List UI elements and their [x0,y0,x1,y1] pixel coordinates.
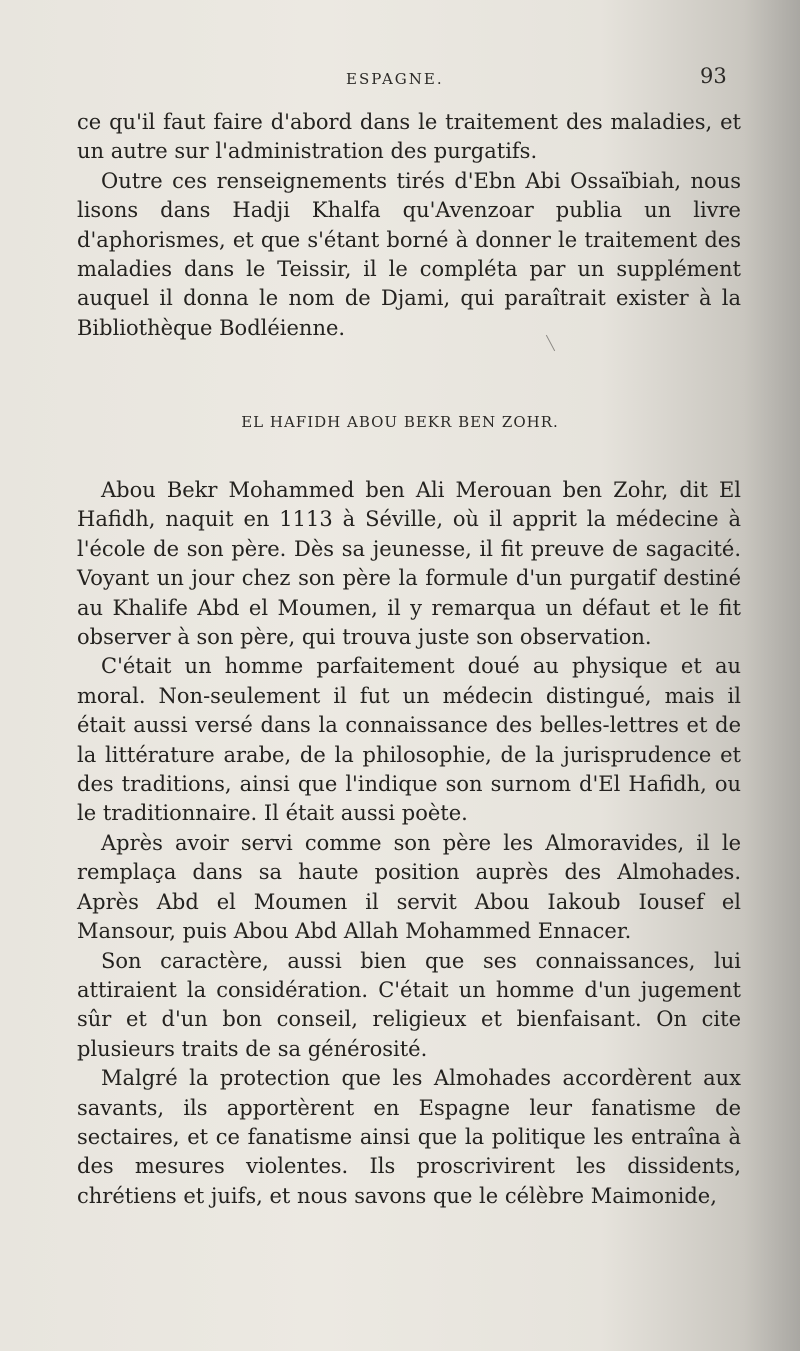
section-heading: EL HAFIDH ABOU BEKR BEN ZOHR. [241,413,559,431]
running-title: ESPAGNE. [346,70,444,88]
page-number: 93 [700,64,727,88]
paragraph-reputation: Son caractère, aussi bien que ses connaissances, lui attiraient la considération. C'était un homme d'un jugement sûr et d'un bon conseil, religieux et bienfaisant. On cite plusieurs traits de sa générosité. [77,948,741,1061]
paragraph-avenzoar-works: Outre ces renseignements tirés d'Ebn Abi Ossaïbiah, nous lisons dans Hadji Khalfa qu'Avenzoar publia un livre d'aphorismes, et que s'étant borné à donner le traitement des maladies dans le Teissir, il le compléta par un supplément auquel il donna le nom de Djami, qui paraîtrait exister à la Bibliothèque Bodléienne. [77,168,741,340]
paragraph-character: C'était un homme parfaitement doué au physique et au moral. Non-seulement il fut un médecin distingué, mais il était aussi versé dans la connaissance des belles-lettres et de la littérature arabe, de la philosophie, de la jurisprudence et des traditions, ainsi que l'indique son surnom d'El Hafidh, ou le traditionnaire. Il était aussi poète. [77,654,741,826]
paragraph-continued: ce qu'il faut faire d'abord dans le traitement des maladies, et un autre sur l'administration des purgatifs. [77,110,741,164]
text-block-before-heading [77,108,741,343]
text-block-after-heading [77,476,741,1211]
page-header [0,62,800,92]
paragraph-almohades: Malgré la protection que les Almohades accordèrent aux savants, ils apportèrent en Espagne leur fanatisme de sectaires, et ce fanatisme ainsi que la politique les entraîna à des mesures violentes. Ils proscrivirent les dissidents, chrétiens et juifs, et nous savons que le célèbre Maimonide, [77,1066,741,1208]
paragraph-biography-intro: Abou Bekr Mohammed ben Ali Merouan ben Zohr, dit El Hafidh, naquit en 1113 à Séville, où il apprit la médecine à l'école de son père. Dès sa jeunesse, il fit preuve de sagacité. Voyant un jour chez son père la formule d'un purgatif destiné au Khalife Abd el Moumen, il y remarqua un défaut et le fit observer à son père, qui trouva juste son observation. [77,478,741,650]
paragraph-service: Après avoir servi comme son père les Almoravides, il le remplaça dans sa haute position auprès des Almohades. Après Abd el Moumen il servit Abou Iakoub Iousef el Mansour, puis Abou Abd Allah Mohammed Ennacer. [77,830,741,944]
